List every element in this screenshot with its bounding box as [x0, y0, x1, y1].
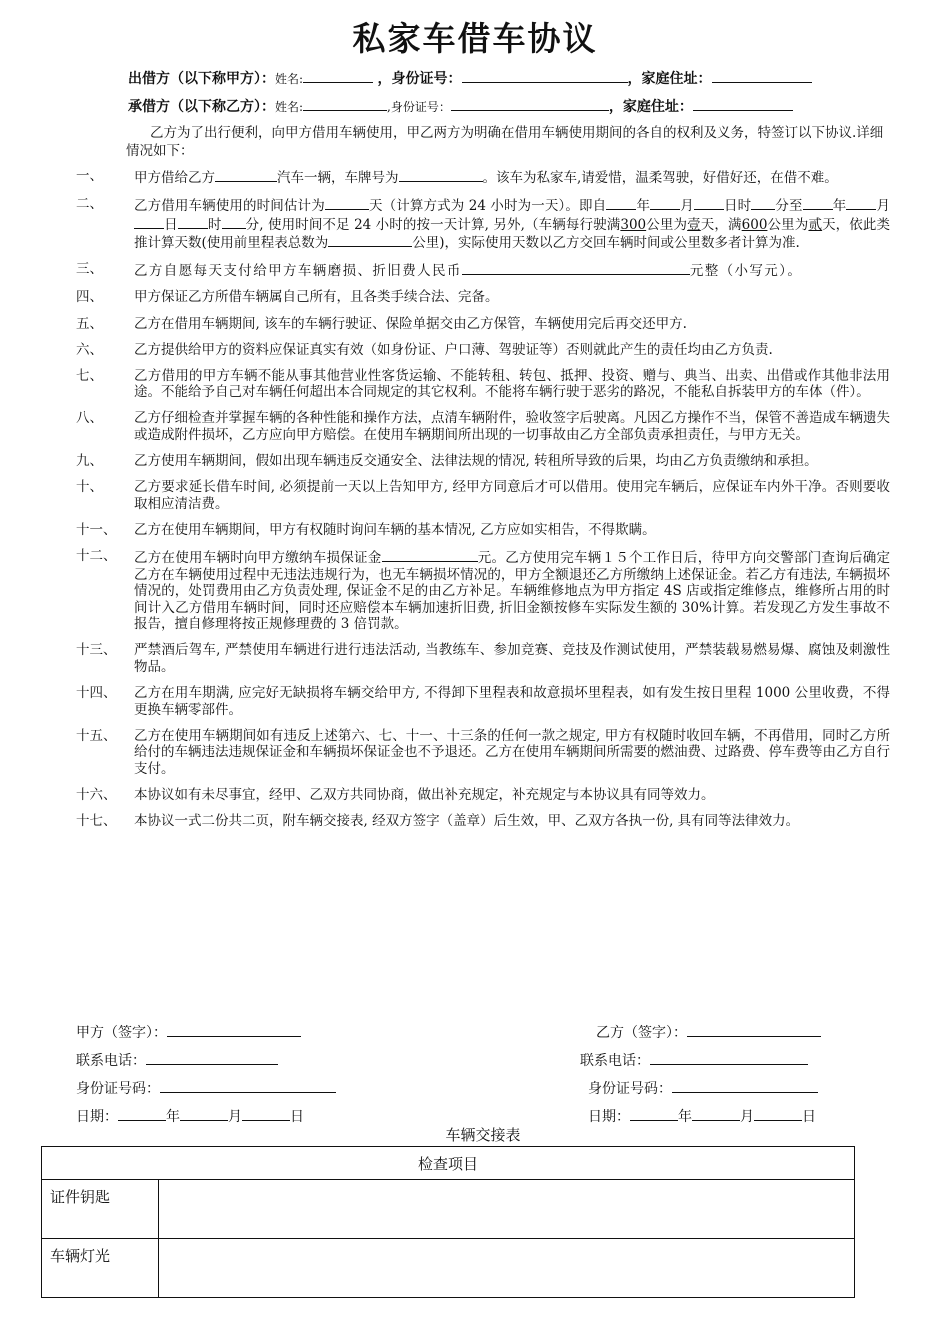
party-b-id-field[interactable]	[451, 97, 609, 111]
clause-text-part: 元整（小写元）。	[689, 263, 803, 280]
clause-number: 八、	[76, 410, 103, 427]
party-b-name-label: 姓名:	[275, 100, 304, 114]
clause-number: 五、	[76, 315, 103, 332]
party-b-signature-field[interactable]	[687, 1022, 821, 1037]
party-a-year-field[interactable]	[118, 1106, 166, 1121]
party-a-id-label: ，身份证号：	[377, 71, 462, 87]
clause-text: 本协议如有未尽事宜，经甲、乙双方共同协商，做出补充规定，补充规定与本协议具有同等效力。	[134, 787, 715, 804]
end-hour-field[interactable]	[178, 215, 208, 229]
day-label: 日	[290, 1109, 304, 1125]
table-header-row	[42, 1147, 855, 1180]
clause-text-part: 年	[636, 198, 651, 215]
clause-text: 乙方在使用车辆期间如有违反上述第六、七、十一、十三条的任何一款之规定, 甲方有权随时收回车辆，不再借用，同时乙方所给付的车辆违法违规保证金和车辆损坏保证金也不予退还。乙方在使用车辆期间所需要的燃油费、过路费、停车费等由乙方自行支付。	[134, 727, 890, 778]
clause-number: 十一、	[76, 521, 117, 538]
clause-text: 乙方借用的甲方车辆不能从事其他营业性客货运输、不能转租、转包、抵押、投资、赠与、典当、出卖、出借或作其他非法用途。不能给予自己对车辆任何超出本合同规定的其它权利。不能将车辆行驶于恶劣的路况，不能私自拆装甲方的车体（件）。	[134, 367, 890, 401]
end-month-field[interactable]	[846, 196, 876, 210]
plate-number-field[interactable]	[399, 168, 483, 182]
clause-text	[134, 168, 890, 187]
handover-table	[41, 1146, 855, 1298]
party-a-role: 出借方（以下称甲方）：	[128, 71, 275, 87]
handover-table-caption: 车辆交接表	[445, 1126, 521, 1144]
party-a-address-label: ，家庭住址：	[627, 71, 712, 87]
clause-number: 十四、	[76, 685, 117, 702]
party-b-address-label: ，家庭住址：	[608, 99, 693, 115]
party-b-signature	[596, 1022, 821, 1042]
signature-label: 甲方（签字）：	[76, 1025, 167, 1041]
clause-15	[0, 728, 950, 778]
clause-12	[0, 548, 950, 633]
table-row	[42, 1239, 855, 1298]
clause-text-part: 日时	[723, 198, 752, 215]
party-b-id	[588, 1078, 818, 1098]
table-row-label: 证件钥匙	[42, 1180, 159, 1239]
party-a-day-field[interactable]	[242, 1106, 290, 1121]
clause-text-part: 乙方在使用车辆时向甲方缴纳车损保证金	[134, 550, 382, 566]
clause-number: 十三、	[76, 642, 117, 659]
clause-text-part: 年	[832, 198, 847, 215]
day-count-2: 贰	[808, 216, 823, 233]
clause-text-part: 月	[680, 198, 694, 215]
party-a-signature-field[interactable]	[167, 1022, 301, 1037]
id-label: 身份证号码：	[76, 1081, 160, 1097]
party-a-id-number-field[interactable]	[160, 1078, 336, 1093]
clause-text: 乙方使用车辆期间，假如出现车辆违反交通安全、法律法规的情况, 转租所导致的后果，均由乙方负责缴纳和承担。	[134, 453, 818, 470]
party-a-signature	[76, 1022, 301, 1042]
odometer-field[interactable]	[328, 233, 412, 247]
clause-text: 乙方仔细检查并掌握车辆的各种性能和操作方法，点清车辆附件，验收签字后驶离。凡因乙方操作不当，保管不善造成车辆遗失或造成附件损坏，乙方应向甲方赔偿。在使用车辆期间所出现的一切事故由乙方全部负责承担责任，与甲方无关。	[134, 410, 890, 444]
clause-text-part: 月	[876, 198, 891, 215]
table-row-label: 车辆灯光	[42, 1239, 159, 1298]
party-a-id-field[interactable]	[462, 69, 628, 83]
intro-paragraph: 乙方为了出行便利，向甲方借用车辆使用，甲乙两方为明确在借用车辆使用期间的各自的权利及义务，特签订以下协议.详细情况如下：	[126, 125, 884, 159]
clause-text: 甲方保证乙方所借车辆属自己所有，且各类手续合法、完备。	[134, 289, 499, 306]
end-year-field[interactable]	[803, 196, 833, 210]
clause-text	[134, 261, 890, 280]
clause-text-part: 公里为	[646, 216, 688, 233]
clause-6	[0, 342, 950, 359]
clause-13	[0, 642, 950, 675]
table-row-value[interactable]	[159, 1180, 855, 1239]
table-row-value[interactable]	[159, 1239, 855, 1298]
clause-number: 二、	[76, 196, 103, 213]
clause-text-part: 天，满	[700, 216, 742, 233]
daily-fee-field[interactable]	[462, 261, 690, 275]
clause-text: 本协议一式二份共二页，附车辆交接表, 经双方签字（盖章）后生效，甲、乙双方各执一份, 具有同等法律效力。	[134, 813, 800, 830]
party-a-month-field[interactable]	[180, 1106, 228, 1121]
table-header: 检查项目	[42, 1147, 855, 1180]
clause-text-part: 天（计算方式为 24 小时为一天）。即自	[368, 198, 607, 215]
party-a-line	[128, 68, 812, 88]
clause-number: 九、	[76, 453, 103, 470]
start-month-field[interactable]	[650, 196, 680, 210]
km-threshold-2: 600	[741, 216, 768, 233]
clause-text-part: 日	[164, 216, 178, 233]
clause-text-part: 分至	[775, 198, 803, 215]
clause-text: 乙方在用车期满, 应完好无缺损将车辆交给甲方, 不得卸下里程表和故意损坏里程表，如有发生按日里程 1000 公里收费，不得更换车辆零部件。	[134, 685, 890, 718]
start-year-field[interactable]	[606, 196, 636, 210]
party-b-name-field[interactable]	[303, 97, 387, 111]
clause-text: 乙方在使用车辆期间，甲方有权随时询问车辆的基本情况, 乙方应如实相告，不得欺瞒。	[134, 521, 656, 538]
party-a-id	[76, 1078, 336, 1098]
km-threshold-1: 300	[620, 216, 647, 233]
clause-9	[0, 453, 950, 470]
party-b-id-label: ,身份证号：	[387, 100, 451, 114]
clause-17	[0, 813, 950, 830]
month-label: 月	[740, 1109, 754, 1125]
party-a-phone-field[interactable]	[146, 1050, 278, 1065]
day-label: 日	[802, 1109, 816, 1125]
clause-number: 一、	[76, 168, 103, 184]
clause-11	[0, 522, 950, 539]
clause-text: 乙方在借用车辆期间, 该车的车辆行驶证、保险单据交由乙方保管，车辆使用完后再交还甲方.	[134, 315, 687, 332]
clause-8	[0, 410, 950, 443]
car-model-field[interactable]	[215, 168, 277, 182]
year-label: 年	[678, 1109, 692, 1125]
party-b-month-field[interactable]	[692, 1106, 740, 1121]
clause-text-part: 分, 使用时间不足 24 小时的按一天计算, 另外,（车辆每行驶满	[245, 216, 621, 233]
clause-text-part: 公里)，实际使用天数以乙方交回车辆时间或公里数多者计算为准.	[412, 235, 800, 252]
days-field[interactable]	[325, 196, 369, 210]
party-a-name-field[interactable]	[303, 69, 373, 83]
clause-number: 七、	[76, 367, 103, 384]
clause-text	[134, 548, 890, 633]
clause-text-part: 元。乙方使用完车辆１５个工作日后，待甲方向交警部门查询后确定乙方在车辆使用过程中无违法违规行为，也无车辆损坏情况的，甲方全额退还乙方所缴纳上述保证金。若乙方有违法, 车辆损坏情况的，处罚费用由乙方负责处理, 保证金不足的由乙方补足。车辆维修地点为甲方指定 4S 店或指定维修点，维修所占用的时间计入乙方借用车辆时间，同时还应赔偿本车辆加速折旧费, 折旧金额按修车实际发生额的 30%计算。若发现乙方发生事故不报告，擅自修理将按正规修理费的 3 倍罚款。	[134, 550, 890, 633]
clause-7	[0, 368, 950, 401]
document-title: 私家车借车协议	[352, 19, 598, 58]
deposit-field[interactable]	[382, 548, 478, 562]
clause-number: 四、	[76, 289, 103, 306]
clause-number: 十二、	[76, 548, 117, 564]
clause-10	[0, 479, 950, 512]
clause-text: 乙方提供给甲方的资料应保证真实有效（如身份证、户口薄、驾驶证等）否则就此产生的责任均由乙方负责.	[134, 341, 773, 358]
party-b-year-field[interactable]	[630, 1106, 678, 1121]
clause-text-part: 天，依此类推计算天数(使用前里程表总数为	[134, 216, 891, 252]
start-minute-field[interactable]	[751, 196, 775, 210]
clause-text-part: 甲方借给乙方	[134, 170, 215, 186]
clause-number: 十六、	[76, 787, 117, 804]
id-label: 身份证号码：	[588, 1081, 672, 1097]
end-minute-field[interactable]	[222, 215, 246, 229]
party-a-name-label: 姓名:	[275, 72, 304, 86]
date-label: 日期：	[588, 1109, 630, 1125]
clause-14	[0, 685, 950, 718]
party-b-line	[128, 96, 793, 116]
party-a-address-field[interactable]	[712, 69, 812, 83]
table-row	[42, 1180, 855, 1239]
clause-16	[0, 787, 950, 804]
start-day-field[interactable]	[694, 196, 724, 210]
clause-text-part: 乙方借用车辆使用的时间估计为	[134, 198, 325, 215]
phone-label: 联系电话：	[580, 1053, 650, 1069]
party-b-address-field[interactable]	[693, 97, 793, 111]
clause-3	[0, 261, 950, 280]
clause-list	[0, 168, 950, 839]
party-b-day-field[interactable]	[754, 1106, 802, 1121]
phone-label: 联系电话：	[76, 1053, 146, 1069]
clause-number: 十七、	[76, 813, 117, 830]
clause-text-part: 。该车为私家车,请爱惜，温柔驾驶，好借好还，在借不难。	[482, 170, 838, 186]
party-b-id-number-field[interactable]	[672, 1078, 818, 1093]
party-b-phone-field[interactable]	[650, 1050, 808, 1065]
clause-text-part: 时	[207, 216, 222, 233]
clause-number: 十五、	[76, 727, 117, 744]
party-b-role: 承借方（以下称乙方）：	[128, 99, 275, 115]
end-day-field[interactable]	[134, 215, 164, 229]
signature-label: 乙方（签字）：	[596, 1025, 687, 1041]
date-label: 日期：	[76, 1109, 118, 1125]
clause-text-part: 乙方自愿每天支付给甲方车辆磨损、折旧费人民币	[134, 263, 462, 280]
clause-text: 严禁酒后驾车, 严禁使用车辆进行进行违法活动, 当教练车、参加竞赛、竞技及作测试使用，严禁装载易燃易爆、腐蚀及刺激性物品。	[134, 642, 890, 676]
clause-1	[0, 168, 950, 187]
clause-text	[134, 196, 890, 252]
clause-number: 三、	[76, 261, 103, 278]
party-b-date	[588, 1106, 816, 1126]
clause-4	[0, 289, 950, 306]
party-a-date	[76, 1106, 304, 1126]
clause-2	[0, 196, 950, 252]
clause-5	[0, 316, 950, 333]
year-label: 年	[166, 1109, 180, 1125]
party-a-phone	[76, 1050, 278, 1070]
clause-text: 乙方要求延长借车时间, 必须提前一天以上告知甲方, 经甲方同意后才可以借用。使用完车辆后，应保证车内外干净。否则要收取相应清洁费。	[134, 479, 890, 512]
clause-number: 十、	[76, 479, 103, 496]
clause-text-part: 汽车一辆，车牌号为	[277, 170, 399, 186]
clause-number: 六、	[76, 341, 103, 358]
day-count-1: 壹	[687, 216, 701, 233]
month-label: 月	[228, 1109, 242, 1125]
party-b-phone	[580, 1050, 808, 1070]
clause-text-part: 公里为	[767, 216, 809, 233]
